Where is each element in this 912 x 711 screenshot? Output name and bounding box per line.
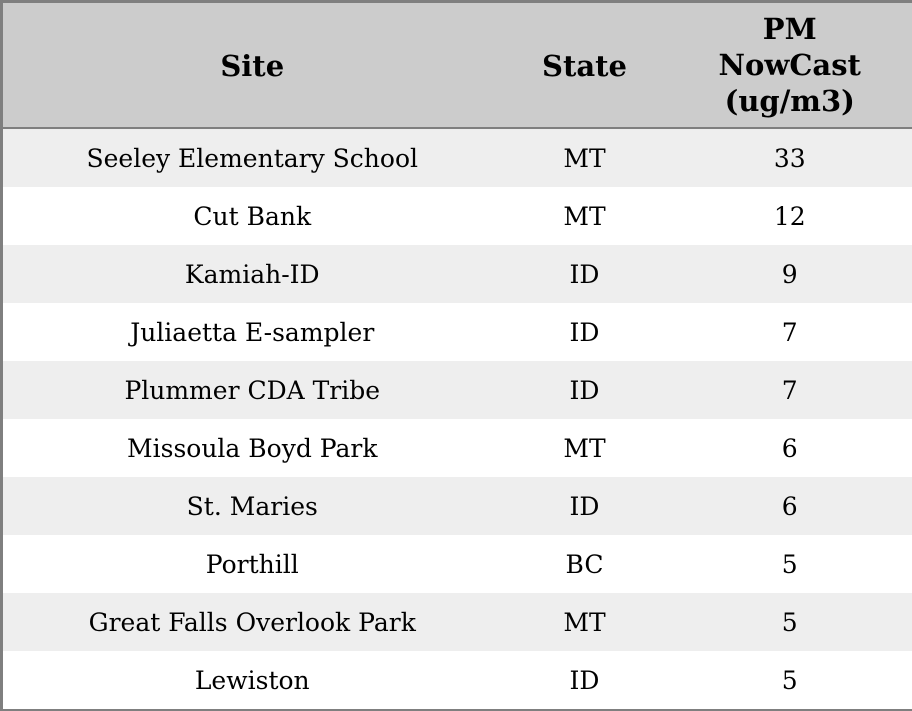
- column-header-state: [502, 2, 668, 129]
- site-cell: Missoula Boyd Park: [127, 433, 378, 463]
- site-cell: Porthill: [205, 549, 299, 579]
- site-cell: Kamiah-ID: [184, 259, 320, 289]
- table-row: [2, 361, 912, 419]
- pm-nowcast-value-cell: 5: [781, 549, 798, 579]
- state-cell: ID: [569, 491, 600, 521]
- table-row: [2, 128, 912, 187]
- state-cell: MT: [563, 607, 606, 637]
- state-cell: MT: [563, 433, 606, 463]
- table-row: [2, 303, 912, 361]
- site-cell: Great Falls Overlook Park: [88, 607, 416, 637]
- table-row: [2, 477, 912, 535]
- table-body: [2, 128, 912, 711]
- header-row: [2, 2, 912, 129]
- pm-nowcast-value-cell: 12: [773, 201, 806, 231]
- pm-nowcast-value-cell: 33: [773, 143, 806, 173]
- pm-nowcast-value-cell: 7: [781, 375, 798, 405]
- table-row: [2, 593, 912, 651]
- state-cell: ID: [569, 665, 600, 695]
- state-cell: ID: [569, 375, 600, 405]
- state-cell: MT: [563, 201, 606, 231]
- site-cell: Lewiston: [194, 665, 310, 695]
- site-cell: Plummer CDA Tribe: [124, 375, 381, 405]
- table-row: [2, 419, 912, 477]
- pm-nowcast-value-cell: 5: [781, 665, 798, 695]
- pm-nowcast-value-cell: 6: [781, 433, 798, 463]
- table-row: [2, 187, 912, 245]
- site-cell: Cut Bank: [193, 201, 312, 231]
- state-cell: ID: [569, 317, 600, 347]
- table-row: [2, 651, 912, 711]
- state-cell: ID: [569, 259, 600, 289]
- pm-nowcast-value-cell: 9: [781, 259, 798, 289]
- pm-nowcast-value-cell: 7: [781, 317, 798, 347]
- pm-nowcast-value-cell: 5: [781, 607, 798, 637]
- site-cell: St. Maries: [186, 491, 318, 521]
- pm-nowcast-value-cell: 6: [781, 491, 798, 521]
- column-header-site: [2, 2, 502, 129]
- table-header: [2, 2, 912, 129]
- state-cell: BC: [565, 549, 604, 579]
- column-header-pm-nowcast: [668, 2, 912, 129]
- site-cell: Juliaetta E-sampler: [130, 317, 375, 347]
- table-row: [2, 535, 912, 593]
- column-header-site-label: Site: [220, 48, 285, 83]
- column-header-state-label: State: [542, 48, 627, 83]
- column-header-pm-nowcast-label: PM NowCast (ug/m3): [718, 11, 861, 119]
- table-row: [2, 245, 912, 303]
- site-cell: Seeley Elementary School: [86, 143, 419, 173]
- state-cell: MT: [563, 143, 606, 173]
